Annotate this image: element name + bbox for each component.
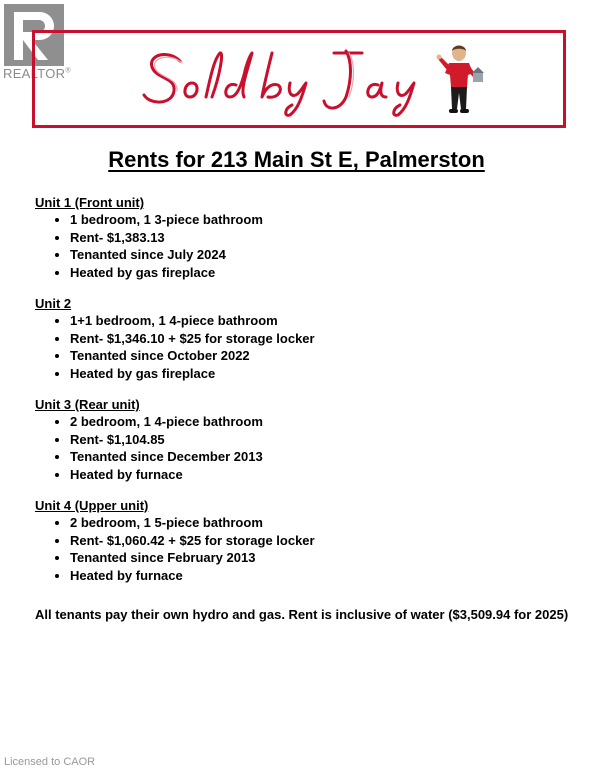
list-item: 1 bedroom, 1 3-piece bathroom [53,211,575,229]
sold-by-jay-logo [140,39,440,121]
license-watermark: Licensed to CAOR [4,756,96,768]
sold-by-jay-banner [32,30,566,128]
unit-heading: Unit 1 (Front unit) [35,195,145,210]
list-item: Tenanted since October 2022 [53,347,575,365]
unit-4 [35,497,575,584]
unit-heading: Unit 2 [35,296,72,311]
list-item: Heated by furnace [53,466,575,484]
list-item: 2 bedroom, 1 5-piece bathroom [53,514,575,532]
realtor-wordmark: REALTOR® [3,66,71,81]
list-item: Tenanted since February 2013 [53,549,575,567]
list-item: Rent- $1,060.42 + $25 for storage locker [53,532,575,550]
unit-3 [35,396,575,483]
page-title: Rents for 213 Main St E, Palmerston [108,147,485,172]
unit-heading: Unit 4 (Upper unit) [35,498,149,513]
list-item: Tenanted since December 2013 [53,448,575,466]
list-item: Heated by furnace [53,567,575,585]
list-item: Heated by gas fireplace [53,365,575,383]
utilities-note: All tenants pay their own hydro and gas. Rent is inclusive of water ($3,509.94 for 2025) [35,607,569,622]
list-item: Rent- $1,346.10 + $25 for storage locker [53,330,575,348]
list-item: 2 bedroom, 1 4-piece bathroom [53,413,575,431]
list-item: Rent- $1,383.13 [53,229,575,247]
agent-cartoon-icon [435,43,485,122]
units-list [35,194,575,598]
unit-2 [35,295,575,382]
list-item: Rent- $1,104.85 [53,431,575,449]
unit-1 [35,194,575,281]
list-item: 1+1 bedroom, 1 4-piece bathroom [53,312,575,330]
list-item: Tenanted since July 2024 [53,246,575,264]
list-item: Heated by gas fireplace [53,264,575,282]
unit-heading: Unit 3 (Rear unit) [35,397,140,412]
